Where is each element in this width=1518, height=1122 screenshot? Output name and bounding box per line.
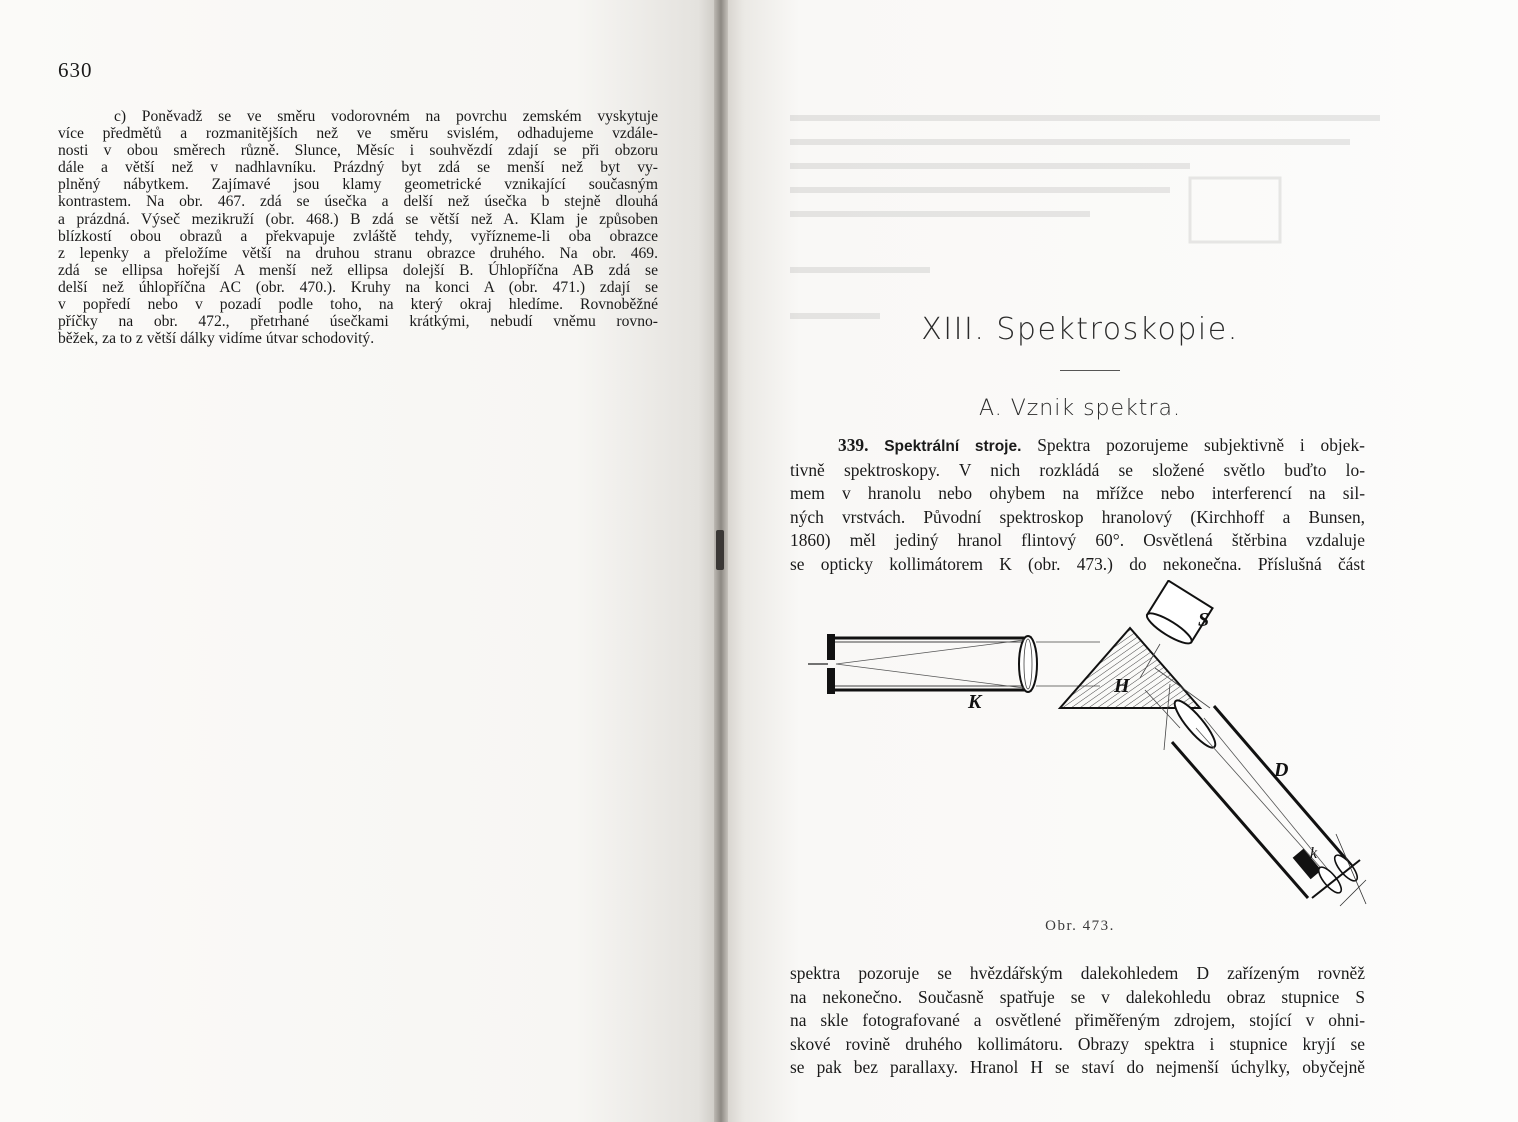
- title-divider: [1060, 370, 1120, 371]
- text-line: 1860) měl jediný hranol flintový 60°. Osvětlená štěrbina vzdaluje: [790, 530, 1365, 550]
- label-d-telescope: D: [1274, 759, 1289, 781]
- text-line: skové rovině druhého kollimátoru. Obrazy spektra i stupnice kryjí se: [790, 1033, 1365, 1054]
- text-line: blízkostí obou obrazů a překvapuje zvláště tehdy, vyřízneme-li oba obrazce: [58, 227, 658, 245]
- text-line: tivně spektroskopy. V nich rozkládá se složené světlo buďto lo-: [790, 459, 1365, 480]
- text-line: dále a větší než v nadhlavníku. Prázdný byt zdá se menší než byt vy-: [58, 159, 658, 177]
- text-line: zdá se ellipsa hořejší A menší než ellipsa dolejší B. Úhlopříčna AB zdá se: [58, 261, 658, 279]
- text-line: běžek, za to z větší dálky vidíme útvar schodovitý.: [58, 330, 375, 348]
- text-line: kontrastem. Na obr. 467. zdá se úsečka a delší než úsečka b stejně dlouhá: [58, 193, 658, 211]
- text-line: delší než úhlopříčna AC (obr. 470.). Kruhy na konci A (obr. 471.) zdají se: [58, 278, 658, 296]
- text-line: v popředí nebo v pozadí podle toho, na který okraj hledíme. Rovnoběžné: [58, 296, 658, 314]
- text-line: na skle fotografované a osvětlené přiměřeným zdrojem, stojící v ohni-: [790, 1010, 1365, 1030]
- section-heading: Spektrální stroje.: [884, 438, 1022, 455]
- right-paragraph-1: [790, 434, 1365, 576]
- spine-mark: [716, 530, 724, 570]
- text-line-first: [790, 434, 1365, 459]
- text-line: nosti v obou směrech různě. Slunce, Měsíc i souhvězdí zdají se při obzoru: [58, 142, 658, 160]
- section-number: 339.: [838, 435, 869, 455]
- text-line: mem v hranolu nebo ohybem na mřížce nebo interferencí na sil-: [790, 483, 1365, 503]
- text-line: c) Poněvadž se ve směru vodorovném na povrchu zemském vyskytuje: [114, 108, 658, 125]
- left-page: [0, 0, 720, 1122]
- text-line: více předmětů a rozmanitějších než ve směru svislém, odhadujeme vzdále-: [58, 125, 658, 143]
- text-line: se opticky kollimátorem K (obr. 473.) do nekonečna. Příslušná část: [790, 553, 1365, 574]
- text-line: plněný nábytkem. Zajímavé jsou klamy geometrické vznikající současným: [58, 176, 658, 194]
- page-number: 630: [58, 58, 93, 82]
- text-segment: Spektra pozorujeme subjektivně i objek-: [1037, 435, 1365, 455]
- figure-caption: Obr. 473.: [1045, 918, 1115, 934]
- label-s-scale: S: [1198, 609, 1210, 631]
- telescope-tube: [1170, 696, 1366, 906]
- text-line: a prázdná. Výseč mezikruží (obr. 468.) B zdá se větší než A. Klam je způsoben: [58, 210, 658, 228]
- label-k-eyepiece: k: [1310, 845, 1318, 862]
- chapter-title: XIII. Spektroskopie.: [921, 312, 1239, 347]
- label-k-collimator: K: [968, 691, 982, 713]
- right-paragraph-2: [790, 962, 1365, 1080]
- spectroscope-figure: [800, 580, 1380, 920]
- text-line: z lepenky a přeložíme větší na druhou stranu obrazce druhého. Na obr. 469.: [58, 244, 658, 262]
- text-line: se pak bez parallaxy. Hranol H se staví do nejmenší úchylky, obyčejně: [790, 1057, 1365, 1077]
- text-line: spektra pozoruje se hvězdářským dalekohledem D zařízeným rovněž: [790, 963, 1365, 983]
- text-line: na nekonečno. Současně spatřuje se v dalekohledu obraz stupnice S: [790, 986, 1365, 1007]
- section-title: A. Vznik spektra.: [979, 396, 1181, 421]
- label-h-prism: H: [1114, 675, 1130, 697]
- text-line: příčky na obr. 472., přetrhané úsečkami krátkými, nebudí vněmu rovno-: [58, 313, 658, 331]
- text-line: ných vrstvách. Původní spektroskop hranolový (Kirchhoff a Bunsen,: [790, 506, 1365, 527]
- collimator-tube: [827, 634, 1037, 694]
- show-through-ghost: [790, 90, 1380, 350]
- left-paragraph: [58, 108, 658, 347]
